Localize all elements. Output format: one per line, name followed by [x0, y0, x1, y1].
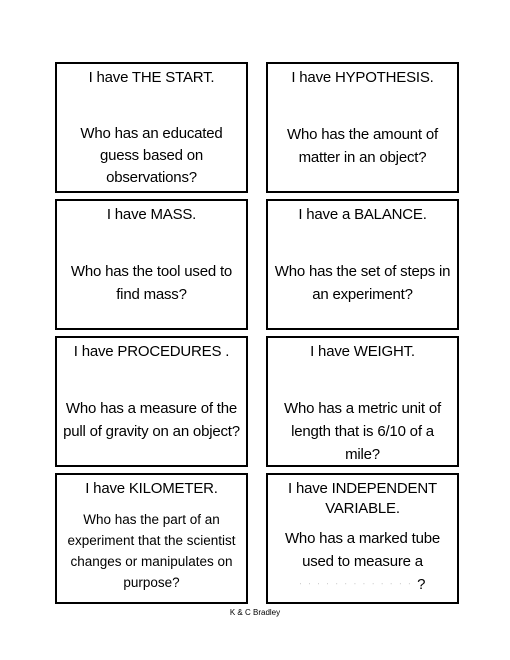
card-8-who-tail: ?	[417, 576, 426, 593]
card-7-have: I have KILOMETER.	[85, 480, 218, 497]
card-7	[55, 473, 248, 604]
card-8-who	[276, 527, 449, 597]
card-8	[266, 473, 459, 604]
card-7-who: Who has the part of an experiment that the scientist changes or manipulates on purpose?	[67, 512, 236, 590]
card-5-who: Who has a measure of the pull of gravity on an object?	[63, 400, 240, 440]
card-6-who: Who has a metric unit of length that is 6/10 of a mile?	[284, 400, 441, 463]
card-5	[55, 336, 248, 467]
card-3	[55, 199, 248, 330]
card-4-who: Who has the set of steps in an experiment?	[274, 263, 451, 303]
card-3-have: I have MASS.	[106, 206, 197, 223]
card-5-have: I have PROCEDURES .	[73, 343, 230, 360]
card-2-who: Who has the amount of matter in an object?	[287, 126, 438, 166]
card-8-who-text: Who has a marked tube used to measure a	[284, 530, 441, 570]
card-3-who: Who has the tool used to find mass?	[70, 263, 233, 303]
card-2-have: I have HYPOTHESIS.	[291, 69, 434, 86]
footer-credit: K & C Bradley	[229, 608, 281, 617]
card-1-who: Who has an educated guess based on observations?	[80, 125, 223, 186]
blank-dots: · · · · · · · · · · · · ·	[299, 581, 414, 588]
card-6-have: I have WEIGHT.	[310, 343, 415, 360]
card-1	[55, 62, 248, 193]
card-4-have: I have a BALANCE.	[298, 206, 427, 223]
card-6	[266, 336, 459, 467]
card-8-have: I have INDEPENDENT VARIABLE.	[288, 480, 437, 517]
card-4	[266, 199, 459, 330]
card-2	[266, 62, 459, 193]
card-1-have: I have THE START.	[88, 69, 215, 86]
